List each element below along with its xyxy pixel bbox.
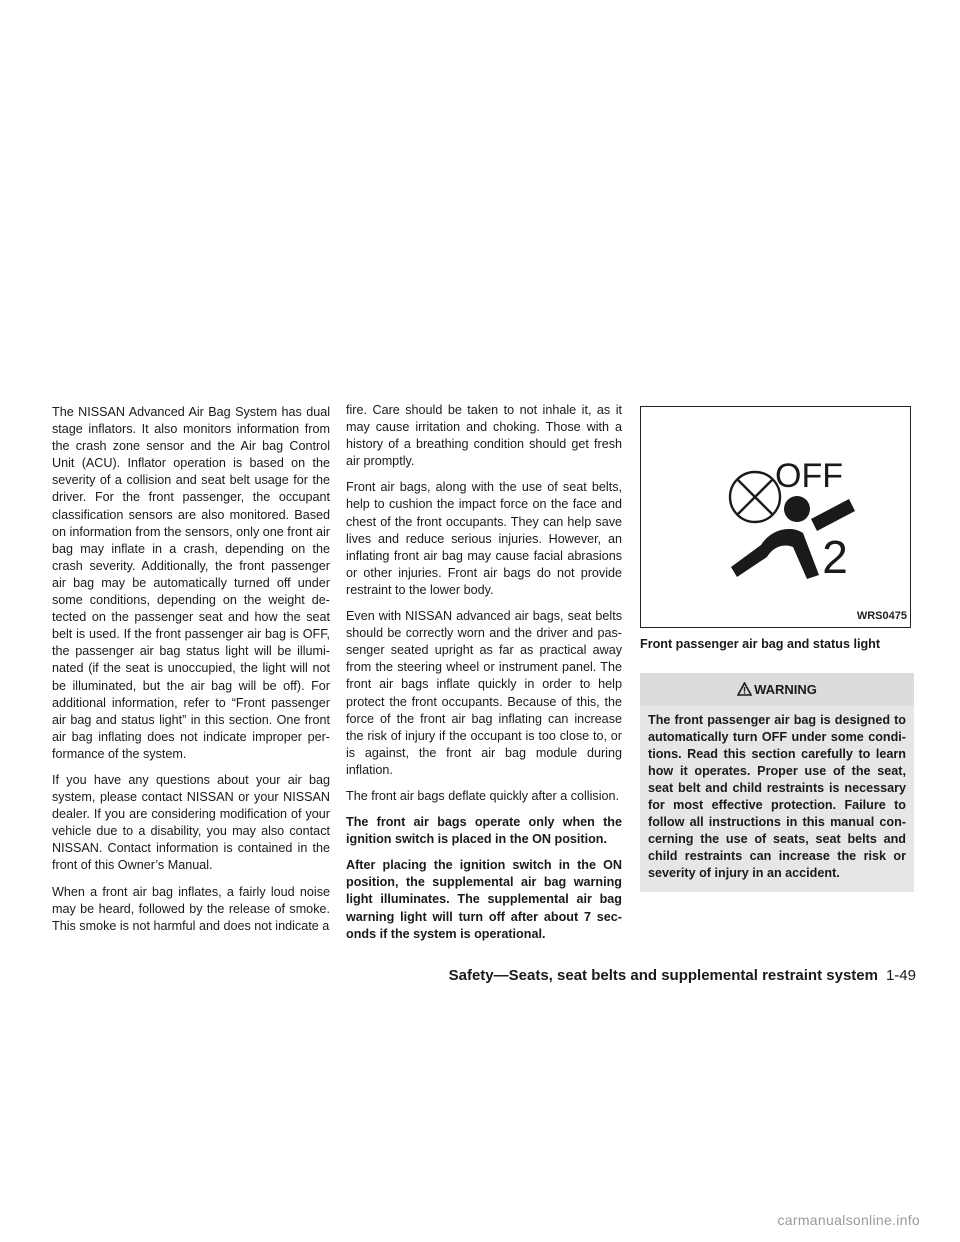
warning-box	[640, 673, 914, 892]
figure-code: WRS0475	[856, 609, 907, 622]
section-title: Safety—Seats, seat belts and supplemental restraint system	[448, 967, 878, 984]
paragraph: fire. Care should be taken to not inhale it, as it may cause irritation and choking. Those with a history of a breathing condition should get fresh air promptly.	[346, 403, 622, 469]
paragraph: If you have any questions about your air bag system, please contact NISSAN or your NISSAN dealer. If you are considering modification of your vehicle due to a disability, you may also contact NISSAN. Contact information is contained in the front of this Owner’s Manual.	[52, 772, 330, 873]
paragraph: The front air bags deflate quickly after a collision.	[346, 788, 620, 803]
page-number: 1-49	[885, 967, 916, 984]
column-3	[640, 406, 914, 892]
warning-header	[640, 673, 914, 706]
column-2	[346, 402, 622, 952]
bold-paragraph: After placing the ignition switch in the ON position, the supplemental air bag warning light illuminates. The supplemental air bag warning light will turn off after about 7 sec- onds if the system is operational.	[346, 858, 622, 941]
paragraph: When a front air bag inflates, a fairly loud noise may be heard, followed by the release of smoke. This smoke is not harmful and does not indicate a	[52, 884, 330, 933]
watermark: carmanualsonline.info	[777, 1212, 920, 1228]
page-footer	[449, 967, 916, 984]
warning-title: WARNING	[754, 682, 817, 698]
warning-triangle-icon	[737, 682, 752, 700]
column-1	[52, 404, 330, 944]
off-label: OFF	[775, 457, 843, 495]
warning-text: The front passenger air bag is designed to automatically turn OFF under some condi- tions. Read this section carefully to learn how it operates. Proper use of the seat, seat belt and child restraints is necessary for most effective protection. Failure to follow all instructions in this manual con- cerning the use of seats, seat belts and child restraints can increase the risk or severity of injury in an accident.	[648, 713, 906, 881]
bold-paragraph: The front air bags operate only when the ignition switch is placed in the ON position.	[346, 815, 622, 847]
number-label: 2	[822, 531, 848, 583]
airbag-status-figure	[640, 406, 911, 628]
paragraph: The NISSAN Advanced Air Bag System has dual stage inflators. It also monitors information from the crash zone sensor and the Air bag Control Unit (ACU). Inflator operation is based on the severity of a collision and seat belt usage for the driver. For the front passenger, the occupant classification sensors are also monitored. Based on information from the sensors, only one front air bag may inflate in a crash, depending on the crash severity. Additionally, the front passenger air bag may be automatically turned off under some conditions, depending on the weight de- tected on the passenger seat and how the seat belt is used. If the front passenger air bag is OFF, the passenger air bag status light will be illumi- nated (if the seat is unoccupied, the light will not be illuminated, but the air bag will be off). For additional information, refer to “Front passenger air bag and status light” in this section. One front air bag inflating does not indicate improper per- formance of the system.	[52, 405, 330, 761]
paragraph: Even with NISSAN advanced air bags, seat belts should be correctly worn and the driver and pas- senger seated upright as far as practical away from the steering wheel or instrument panel. The front air bags inflate quickly in order to help protect the front occupants. Because of this, the force of the front air bag inflating can increase the risk of injury if the occupant is too close to, or is against, the front air bag module during inflation.	[346, 609, 622, 777]
paragraph: Front air bags, along with the use of seat belts, help to cushion the impact force on the face and chest of the front occupants. They can help save lives and reduce serious injuries. However, an inflating front air bag may cause facial abrasions or other injuries. Front air bags do not provide restraint to the lower body.	[346, 480, 622, 597]
figure-caption: Front passenger air bag and status light	[640, 637, 881, 651]
airbag-off-indicator-icon	[641, 407, 909, 626]
